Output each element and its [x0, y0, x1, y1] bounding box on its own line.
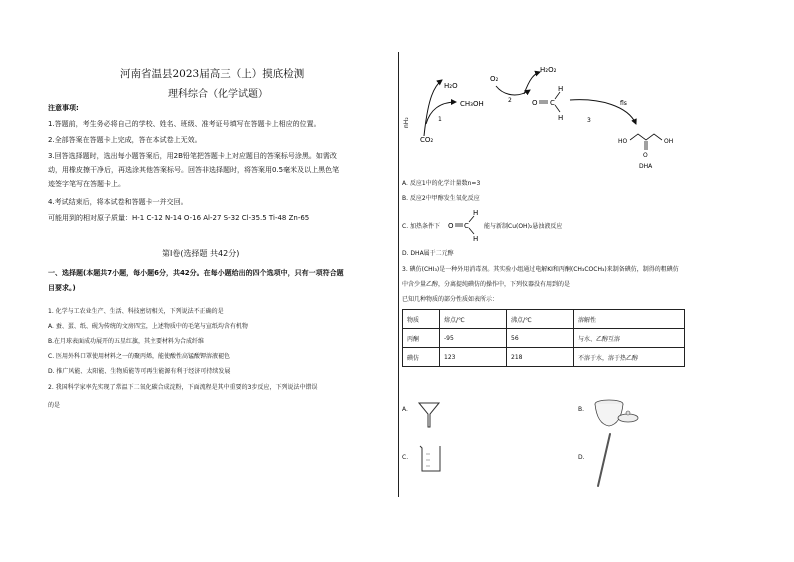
step2-number: 2 — [508, 97, 512, 104]
exam-title: 河南省温县2023届高三（上）摸底检测 — [120, 68, 305, 80]
q2-option-d: D. DHA属于二元醇 — [402, 250, 454, 257]
step2-arrow-up — [524, 72, 540, 94]
table-cell: 与水、乙醇互溶 — [574, 329, 685, 348]
formaldehyde-structure — [446, 208, 480, 242]
properties-table — [402, 309, 685, 367]
question-1-stem: 1. 化学与工农业生产、生活、科技密切相关，下列说法不正确的是 — [48, 308, 224, 315]
table-cell: 丙酮 — [403, 329, 440, 348]
question-1-option: C. 医用外科口罩使用材料之一的聚丙烯，能使酸性高锰酸钾溶液褪色 — [48, 353, 231, 360]
dha-skeleton — [630, 134, 662, 140]
methanol-label: CH₃OH — [460, 100, 484, 108]
option-a-label: A. — [402, 406, 408, 413]
table-header: 熔点/℃ — [440, 310, 507, 329]
svg-text:C: C — [464, 222, 469, 230]
notice-line: 迹签字笔写在答题卡上。 — [48, 180, 125, 188]
section-title: 第Ⅰ卷(选择题 共42分) — [162, 249, 240, 258]
table-header: 物质 — [403, 310, 440, 329]
svg-text:H: H — [473, 209, 479, 217]
step1-arrow-up — [424, 80, 442, 136]
question-3-stem: 中含少量乙醇，分离提纯碘仿的操作中，下列仪器没有用到的是 — [402, 281, 571, 288]
funnel-icon — [418, 400, 440, 428]
section-instructions: 一、选择题(本题共7小题，每小题6分，共42分。在每小题给出的四个选项中，只有一项符合题 — [48, 269, 344, 277]
svg-text:O: O — [448, 222, 454, 230]
notice-line: 1.答题前，考生务必将自己的学校、姓名、班级、准考证号填写在答题卡上相应的位置。 — [48, 120, 321, 128]
exam-subtitle: 理科综合（化学试题） — [168, 89, 268, 100]
q2-option-c: C. 加热条件下 — [402, 223, 441, 230]
q2-option-b: B. 反应2中甲醇发生氧化反应 — [402, 195, 480, 202]
svg-text:H: H — [473, 235, 479, 242]
step3-number: 3 — [587, 117, 591, 124]
dha-label: DHA — [639, 163, 653, 170]
h2o-label: H₂O — [444, 82, 458, 90]
table-cell: 123 — [440, 348, 507, 367]
glass-rod-icon — [594, 432, 614, 488]
option-d-label: D. — [578, 454, 585, 461]
option-b-label: B. — [578, 406, 585, 413]
formaldehyde-h-bottom: H — [558, 114, 564, 122]
question-2-stem: 2. 我国科学家率先实现了常温下二氧化碳合成淀粉，下面流程是其中重要的3步反应，下列说法中错误 — [48, 384, 318, 391]
crucible-icon — [592, 394, 642, 434]
notice-line: 4.考试结束后，将本试卷和答题卡一并交回。 — [48, 198, 188, 206]
q2-option-a: A. 反应1中的化学计量数n=3 — [402, 180, 481, 187]
table-cell: 碘仿 — [403, 348, 440, 367]
question-1-option: A. 蚕、蛋、纸、砚为传统的文房四宝，上述物质中的毛笔与宣纸均含有机物 — [48, 323, 248, 330]
formaldehyde-h-top: H — [558, 85, 564, 93]
table-row — [403, 329, 685, 348]
beaker-icon — [418, 444, 444, 474]
formaldehyde-o: O — [532, 99, 538, 107]
question-2-stem: 的是 — [48, 402, 61, 409]
question-1-option: D. 推广风能、太阳能、生物质能等可再生能源有利于经济可持续发展 — [48, 368, 231, 375]
h2-label: nH₂ — [403, 117, 410, 128]
dha-o: O — [643, 152, 648, 159]
option-c-label: C. — [402, 454, 409, 461]
table-row — [403, 348, 685, 367]
h2o2-label: H₂O₂ — [540, 66, 557, 74]
section-instructions: 目要求。) — [48, 284, 76, 292]
formaldehyde-c: C — [550, 99, 555, 107]
dha-ho: HO — [618, 138, 628, 145]
fls-label: fls — [620, 100, 627, 107]
notice-line: 动，用橡皮擦干净后，再选涂其他答案标号。回答非选择题时，将答案用0.5毫米及以上黑色笔 — [48, 166, 340, 174]
question-3-stem: 已知几种物质的部分性质如表所示： — [402, 296, 499, 303]
column-divider — [398, 52, 399, 497]
table-cell: 不溶于水，溶于热乙醇 — [574, 348, 685, 367]
question-1-option: B.在月球表面成功展开的五星红旗，其主要材料为合成纤维 — [48, 338, 205, 345]
atomic-masses: 可能用到的相对原子质量：H-1 C-12 N-14 O-16 Al-27 S-32 Cl-35.5 Ti-48 Zn-65 — [48, 214, 310, 222]
step1-number: 1 — [438, 116, 442, 123]
table-header: 沸点/℃ — [507, 310, 574, 329]
table-cell: 218 — [507, 348, 574, 367]
table-header-row — [403, 310, 685, 329]
table-cell: -95 — [440, 329, 507, 348]
notice-line: 2.全部答案在答题卡上完成，答在本试卷上无效。 — [48, 136, 202, 144]
o2-label: O₂ — [490, 75, 499, 83]
question-3-stem: 3. 碘仿(CHI₃)是一种外用消毒剂。其实验小组通过电解KI和丙酮(CH₃COCH₃)来制备碘仿，制得的粗碘仿 — [402, 266, 679, 273]
table-cell: 56 — [507, 329, 574, 348]
notice-line: 3.回答选择题时，选出每小题答案后，用2B铅笔把答题卡上对应题目的答案标号涂黑。如需改 — [48, 152, 337, 160]
reaction-scheme — [400, 58, 700, 176]
notice-header: 注意事项: — [48, 104, 79, 112]
dha-oh: OH — [664, 138, 674, 145]
co2-label: CO₂ — [420, 136, 434, 144]
q2-option-c-tail: 能与新制Cu(OH)₂悬浊液反应 — [484, 223, 563, 230]
table-header: 溶解性 — [574, 310, 685, 329]
